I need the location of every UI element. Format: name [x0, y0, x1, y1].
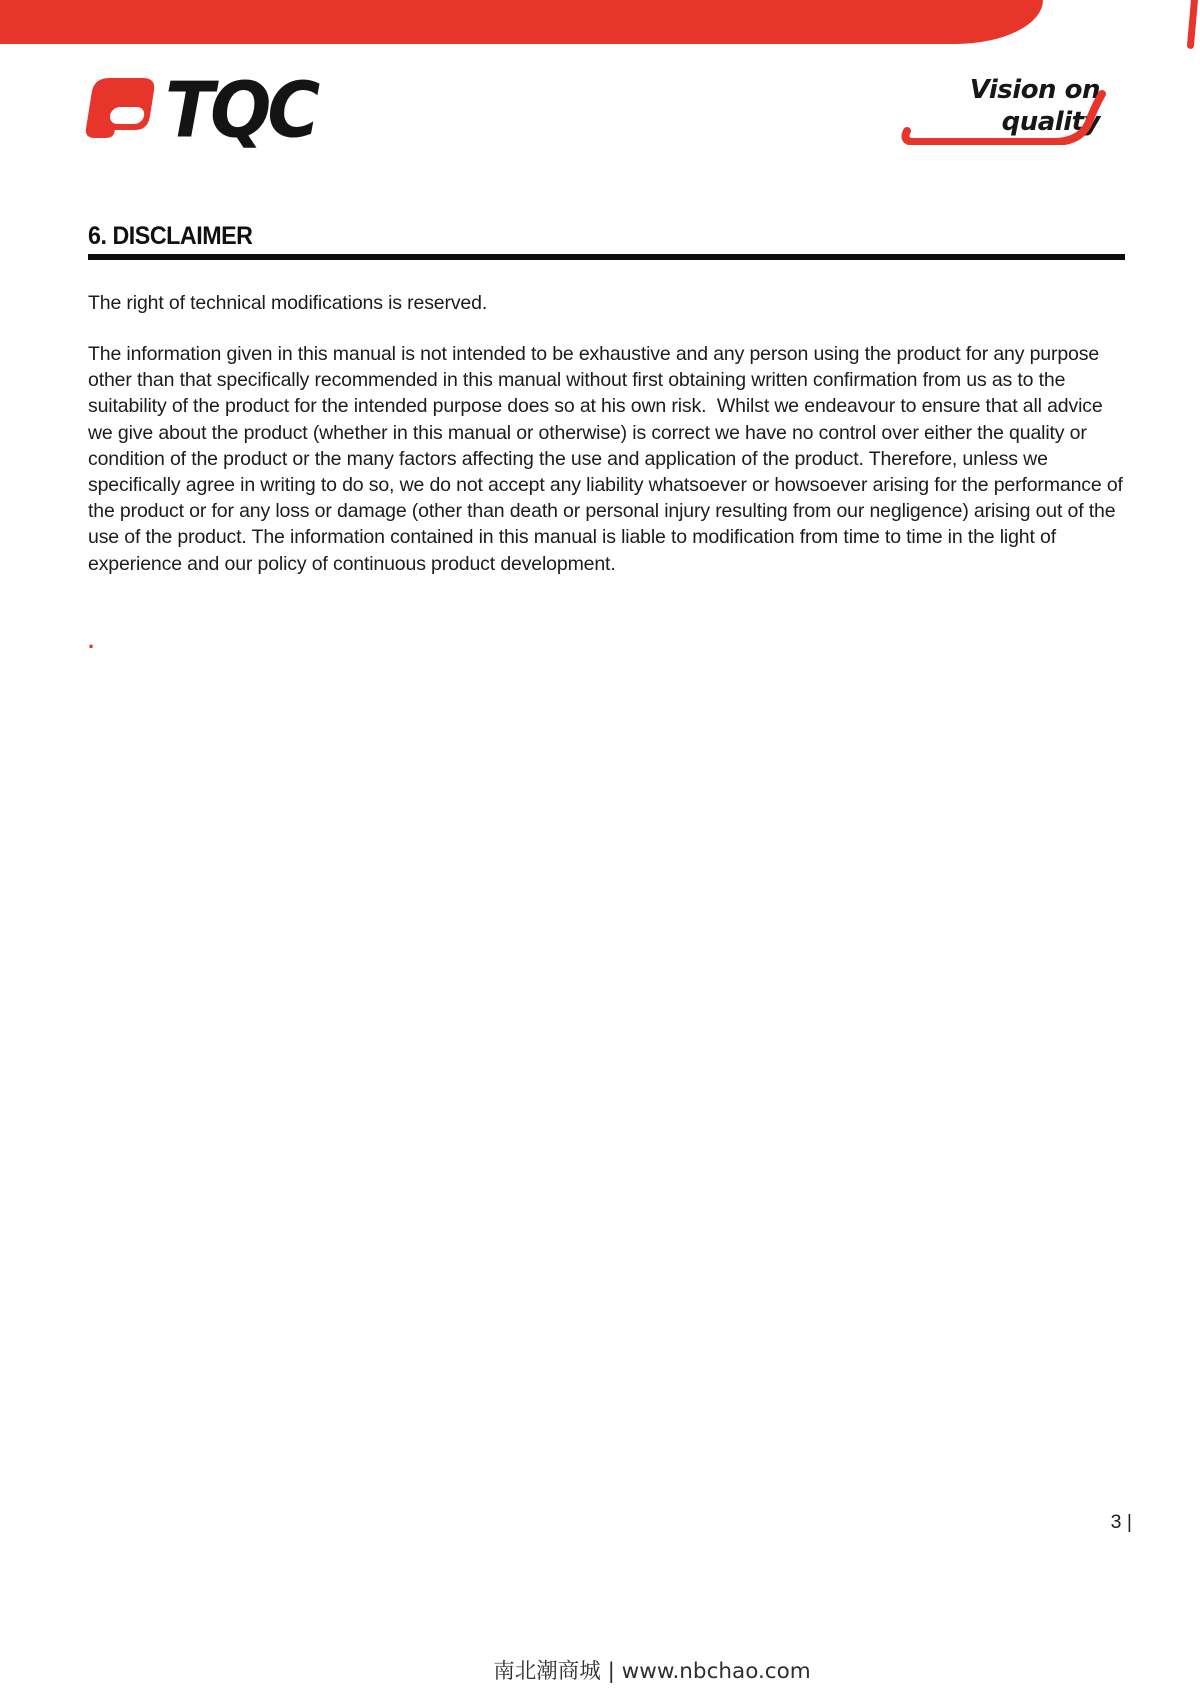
brand-tagline-text: Vision on quality [969, 75, 1100, 137]
stray-red-period: . [88, 628, 95, 653]
top-right-red-accent [1187, 0, 1199, 49]
tqc-logo [84, 65, 317, 155]
tqc-logo-text: TQC [165, 65, 317, 155]
tqc-logo-icon [84, 78, 156, 139]
tagline-swoosh-icon [898, 85, 1112, 145]
top-red-banner [0, 0, 1043, 44]
page-number: 3 | [1110, 1511, 1132, 1533]
heading-rule [88, 254, 1125, 260]
brand-tagline [880, 74, 1100, 138]
paragraph-rights-reserved: The right of technical modifications is reserved. [88, 292, 488, 314]
footer-watermark: 南北潮商城 | www.nbchao.com [493, 1659, 811, 1684]
section-heading: 6. DISCLAIMER [88, 222, 253, 250]
paragraph-disclaimer-text: The information given in this manual is not intended to be exhaustive and any person using the product for any purpose other than that specifically recommended in this manual without first obtaining written confirmation from us as to the suitability of the product for the intended purpose does so at his own risk. Whilst we endeavour to ensure that all advice we give about the product (whether in this manual or otherwise) is correct we have no control over either the quality or condition of the product or the many factors affecting the use and application of the product. Therefore, unless we specifically agree in writing to do so, we do not accept any liability whatsoever or howsoever arising for the performance of the product or for any loss or damage (other than death or personal injury resulting from our negligence) arising out of the use of the product. The information contained in this manual is liable to modification from time to time in the light of experience and our policy of continuous product development. [88, 343, 1129, 575]
